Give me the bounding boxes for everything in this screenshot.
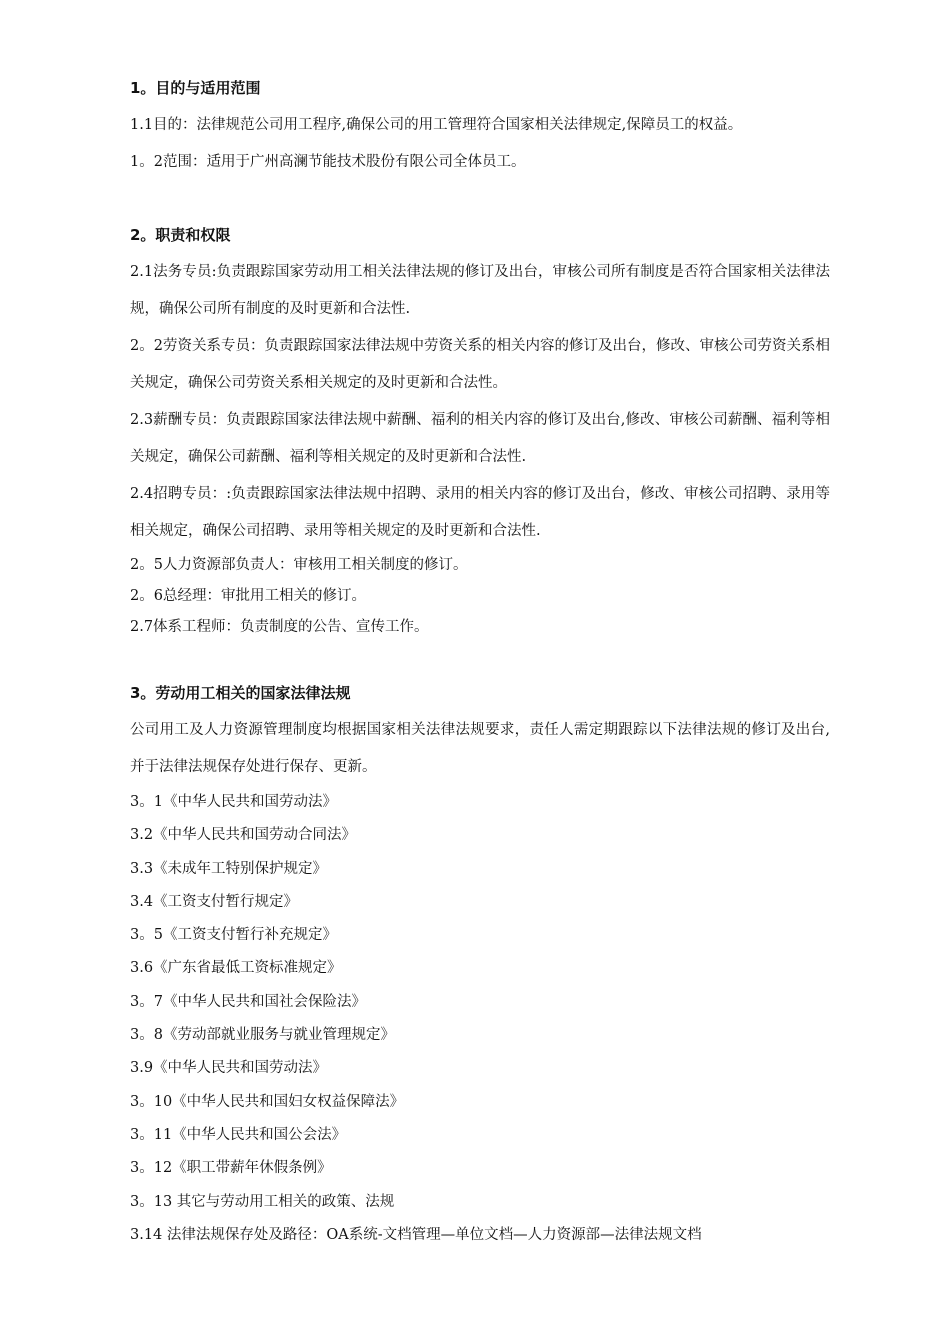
law-list-item: 3.2《中华人民共和国劳动合同法》 bbox=[130, 827, 357, 844]
law-storage-path: 3.14 法律法规保存处及路径：OA系统-文档管理—单位文档—人力资源部—法律法规文档 bbox=[130, 1226, 702, 1243]
section-spacer bbox=[130, 181, 830, 221]
paragraph-recruitment-specialist: 2.4招聘专员：:负责跟踪国家法律法规中招聘、录用的相关内容的修订及出台，修改、审核公司招聘、录用等相关规定，确保公司招聘、录用等相关规定的及时更新和合法性. bbox=[130, 486, 830, 539]
law-list-item: 3。1《中华人民共和国劳动法》 bbox=[130, 794, 337, 810]
section-heading: 2。职责和权限 bbox=[130, 226, 231, 244]
law-list-item: 3。10《中华人民共和国妇女权益保障法》 bbox=[130, 1093, 405, 1110]
law-list-item: 3.6《广东省最低工资标准规定》 bbox=[130, 960, 342, 977]
paragraph-legal-specialist: 2.1法务专员:负责跟踪国家劳动用工相关法律法规的修订及出台，审核公司所有制度是否符合国家相关法律法规，确保公司所有制度的及时更新和合法性. bbox=[130, 264, 830, 317]
section-spacer bbox=[130, 643, 830, 679]
section-responsibilities bbox=[130, 221, 830, 643]
line-general-manager: 2。6总经理：审批用工相关的修订。 bbox=[130, 588, 366, 604]
law-list-item: 3。5《工资支付暂行补充规定》 bbox=[130, 927, 337, 944]
law-list-item: 3。13 其它与劳动用工相关的政策、法规 bbox=[130, 1193, 395, 1210]
paragraph-scope: 1。2范围：适用于广州高澜节能技术股份有限公司全体员工。 bbox=[130, 154, 526, 170]
line-hr-head: 2。5人力资源部负责人：审核用工相关制度的修订。 bbox=[130, 557, 468, 573]
document-page bbox=[130, 74, 830, 1252]
section-heading: 1。目的与适用范围 bbox=[130, 79, 261, 97]
law-list-item: 3。7《中华人民共和国社会保险法》 bbox=[130, 993, 366, 1010]
paragraph-purpose: 1.1目的：法律规范公司用工程序,确保公司的用工管理符合国家相关法律规定,保障员工的权益。 bbox=[130, 117, 743, 133]
law-list-item: 3。8《劳动部就业服务与就业管理规定》 bbox=[130, 1027, 395, 1044]
law-list-item: 3。12《职工带薪年休假条例》 bbox=[130, 1160, 332, 1177]
section-laws bbox=[130, 679, 830, 1252]
section-purpose-scope bbox=[130, 74, 830, 181]
paragraph-compensation-specialist: 2.3薪酬专员：负责跟踪国家法律法规中薪酬、福利的相关内容的修订及出台,修改、审核公司薪酬、福利等相关规定，确保公司薪酬、福利等相关规定的及时更新和合法性. bbox=[130, 412, 830, 465]
law-list-item: 3.9《中华人民共和国劳动法》 bbox=[130, 1060, 328, 1077]
law-list-item: 3.4《工资支付暂行规定》 bbox=[130, 893, 299, 910]
section-heading: 3。劳动用工相关的国家法律法规 bbox=[130, 684, 351, 702]
paragraph-laws-intro: 公司用工及人力资源管理制度均根据国家相关法律法规要求，责任人需定期跟踪以下法律法规的修订及出台,并于法律法规保存处进行保存、更新。 bbox=[130, 722, 830, 775]
line-system-engineer: 2.7体系工程师：负责制度的公告、宣传工作。 bbox=[130, 619, 429, 635]
paragraph-labor-relations-specialist: 2。2劳资关系专员：负责跟踪国家法律法规中劳资关系的相关内容的修订及出台，修改、审核公司劳资关系相关规定，确保公司劳资关系相关规定的及时更新和合法性。 bbox=[130, 338, 830, 391]
law-list-item: 3.3《未成年工特别保护规定》 bbox=[130, 860, 328, 877]
law-list-item: 3。11《中华人民共和国公会法》 bbox=[130, 1126, 347, 1143]
